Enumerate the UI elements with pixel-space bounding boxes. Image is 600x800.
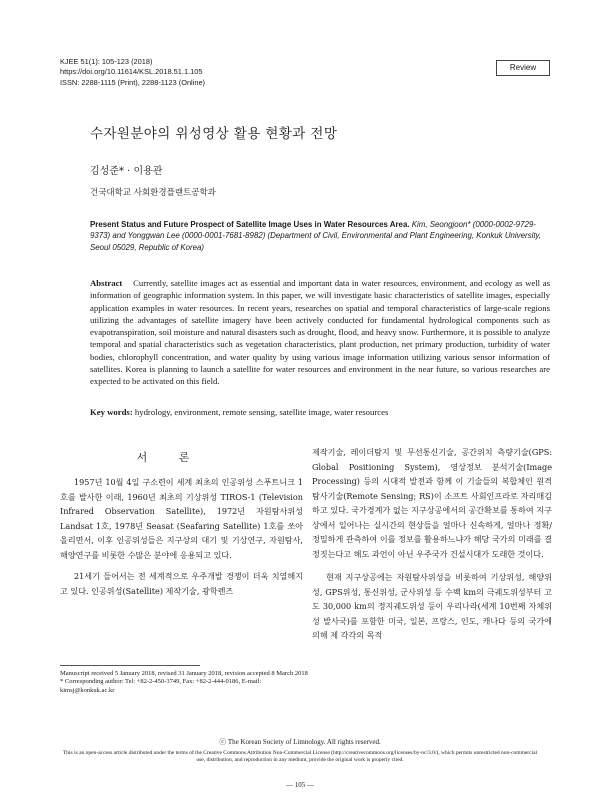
- footnote-divider: [60, 665, 200, 666]
- journal-meta: [60, 57, 205, 88]
- paragraph: 현재 지구상공에는 자원탐사위성을 비롯하여 기상위성, 해양위성, GPS위성, 통신위성, 군사위성 등 수백 km의 극궤도위성부터 고도 30,000 km의 정지궤도위성 등이 우리나라(세계 10번째 자체위성 발사국)를 포함한 미국, 일본, 프랑스, 인도, 캐나다 등의 국가에 의해 제 각각의 목적: [312, 572, 552, 640]
- issn-line: ISSN: 2288-1115 (Print), 2288-1123 (Online): [60, 77, 206, 87]
- body-column-left: [60, 475, 303, 598]
- korean-authors: 김성준* · 이용관: [90, 166, 163, 177]
- keywords-label: Key words:: [90, 407, 133, 417]
- keywords-text: hydrology, environment, remote sensing, satellite image, water resources: [134, 407, 389, 417]
- doi-link[interactable]: https://doi.org/10.11614/KSL.2018.51.1.105: [60, 67, 203, 77]
- section-heading: 서 론: [136, 451, 204, 464]
- korean-title: 수자원분야의 위성영상 활용 현황과 전망: [90, 126, 338, 142]
- body-column-right: [312, 445, 552, 643]
- copyright-line: ⓒ The Korean Society of Limnology. All rights reserved.: [219, 738, 381, 746]
- paragraph: 21세기 들어서는 전 세계적으로 우주개발 경쟁이 더욱 치열해지고 있다. 인공위성(Satellite) 제작기술, 광학렌즈: [60, 571, 303, 596]
- keywords: [90, 407, 550, 417]
- english-authors-affiliation: Kim, Seongjoon* (0000-0002-9729-9373) and Yonggwan Lee (0000-0001-7681-8982) (Department of Civil, Environmental and Plant Engineering, Konkuk University, Seoul 05029, Republic of Korea): [90, 220, 542, 252]
- english-title-block: [90, 219, 550, 253]
- abstract-label: Abstract: [90, 278, 123, 288]
- corresponding-author: * Corresponding author: Tel: +82-2-450-3749, Fax: +82-2-444-0186, E-mail: kimsj@konkuk.ac.kr: [60, 678, 262, 694]
- footnote: [60, 670, 310, 695]
- review-badge: Review: [496, 60, 550, 76]
- english-title: Present Status and Future Prospect of Satellite Image Uses in Water Resources Area.: [90, 220, 410, 229]
- korean-affiliation: 건국대학교 사회환경플랜트공학과: [90, 188, 216, 198]
- abstract: [90, 277, 550, 388]
- license-text: This is an open-access article distributed under the terms of the Creative Commons Attribution Non-Commercial License (http://creativecommons.org/licenses/by-nc/3.0/), which permits unrestricted non-commercial use, distribution, and reproduction in any medium, provide the original work is properly cited.: [62, 750, 538, 764]
- journal-line: KJEE 51(1): 105-123 (2018): [60, 57, 153, 66]
- page-number: — 105 —: [286, 781, 314, 789]
- paragraph: 제작기술, 레이더탐지 및 무선통신기술, 공간위치 측량기술(GPS: Global Positioning System), 영상정보 분석기술(Image Processing) 등의 시대적 발전과 함께 이 기술들의 복합체인 원격탐사기술(Remote Sensing; RS)이 소프트 사회인프라로 자리매김하고 있다. 국가경계가 없는 지구상공에서의 공간확보를 통하여 지구상에서 일어나는 실시간의 현상들을 얼마나 신속하게, 얼마나 정확/정밀하게 관측하여 이를 정보를 활용하느냐가 해당 국가의 미래를 결정짓는다고 해도 과언이 아닌 우주국가 건설시대가 도래한 것이다.: [312, 447, 552, 559]
- manuscript-dates: Manuscript received 5 January 2018, revised 31 January 2018, revision accepted 8 March 2018: [60, 670, 308, 677]
- paragraph: 1957년 10월 4일 구소련이 세계 최초의 인공위성 스푸트니크 1호를 발사한 이래, 1960년 최초의 기상위성 TIROS-1 (Television Infrared Observation Satellite), 1972년 자원탐사위성 Landsat 1호, 1978년 Seasat (Seafaring Satellite) 1호를 쏘아 올리면서, 이후 인공위성들은 지구상의 대기 및 기상연구, 자원탐사, 해양연구를 비롯한 수많은 분야에 응용되고 있다.: [60, 477, 303, 560]
- abstract-text: Currently, satellite images act as essential and important data in water resources, environment, and ecology as well as information of geographic information system. In this paper, we will investigate basic characteristics of satellite images, especially application examples in water resources. In recent years, researches on spatial and temporal characteristics of large-scale regions utilizing the advantages of satellite imagery have been actively conducted for fundamental hydrological components such as evapotranspiration, soil moisture and natural disasters such as drought, flood, and heavy snow. Furthermore, it is possible to analyze temporal and spatial characteristics such as vegetation characteristics, plant production, net primary production, turbidity of water bodies, chlorophyll concentration, and water quality by using various image information utilizing various sensor information of satellites. Korea is planning to launch a satellite for water resources and environment in the near future, so various researches are expected to be activated on this field.: [90, 278, 550, 387]
